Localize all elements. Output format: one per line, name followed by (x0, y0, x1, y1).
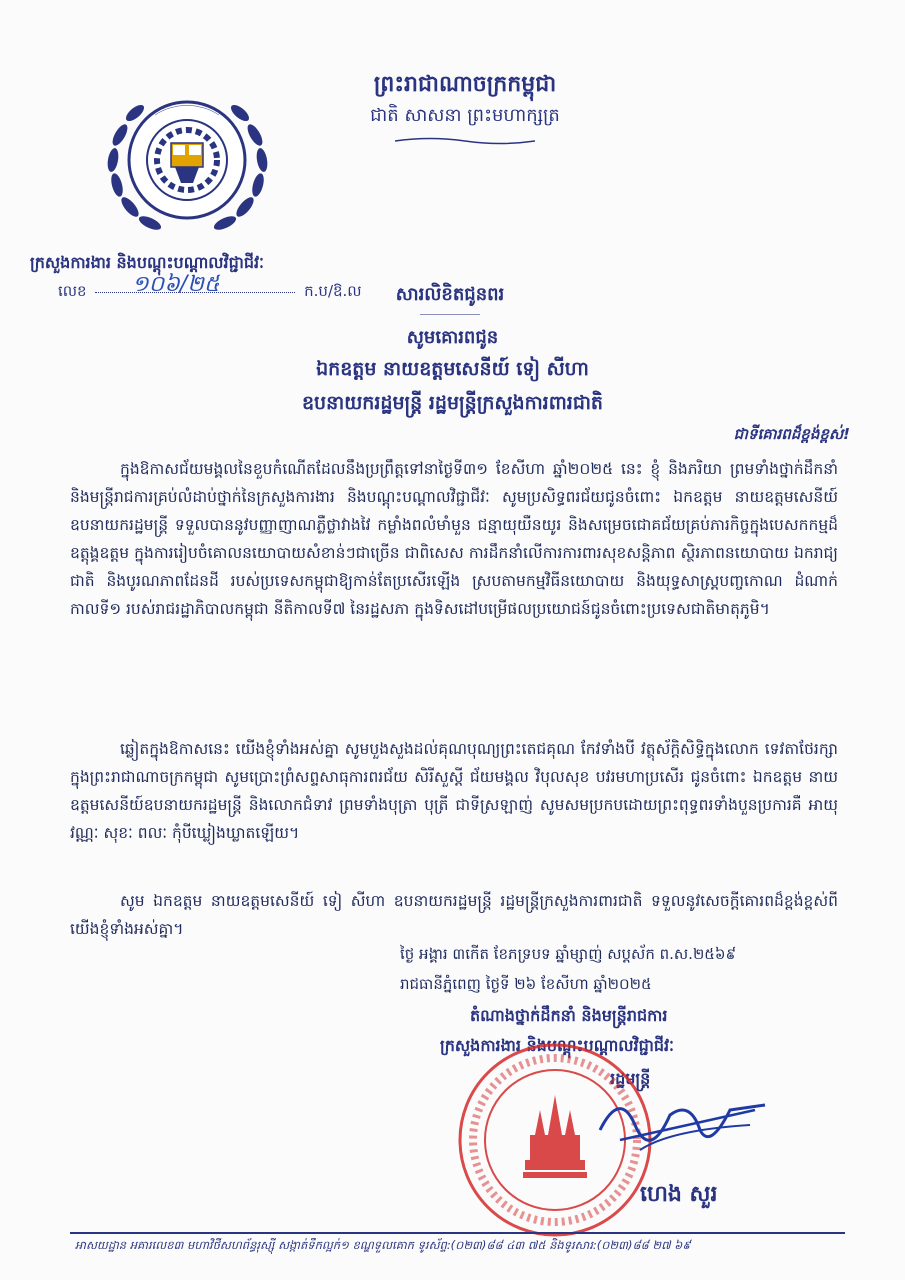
reference-handwritten: ១០៦/២៥ (132, 272, 220, 297)
signer-position: រដ្ឋមន្ត្រី (610, 1069, 651, 1088)
flourish-divider-icon (395, 136, 535, 146)
sender-ministry: ក្រសួងការងារ និងបណ្តុះបណ្តាលវិជ្ជាជីវៈ (30, 253, 264, 272)
body-paragraph-1: ក្នុងឱកាសជ័យមង្គលនៃខួបកំណើតដែលនឹងប្រព្រឹត្តទៅនាថ្ងៃទី៣១ ខែសីហា ឆ្នាំ២០២៥ នេះ ខ្ញុំ និងភរិយា ព្រមទាំងថ្នាក់ដឹកនាំ និងមន្ត្រីរាជការគ្រប់លំដាប់ថ្នាក់នៃក្រសួងការងារ និងបណ្តុះបណ្តាលវិជ្ជាជីវៈ សូមប្រសិទ្ធពរជ័យជូនចំពោះ ឯកឧត្តម នាយឧត្តមសេនីយ៍ឧបនាយករដ្ឋមន្ត្រី ទទួលបាននូវបញ្ញាញាណភ្លឺថ្លាវាងវៃ កម្លាំងពលំមាំមួន ជន្មាយុយឺនយូរ និងសម្រេចជោគជ័យគ្រប់ភារកិច្ចក្នុងបេសកកម្មដ៏ឧត្តុង្គឧត្តម ក្នុងការរៀបចំគោលនយោបាយសំខាន់ៗជាច្រើន ជាពិសេស ការដឹកនាំលើការការពារសុខសន្តិភាព ស្ថិរភាពនយោបាយ ឯករាជ្យជាតិ និងបូរណភាពដែនដី របស់ប្រទេសកម្ពុជាឱ្យកាន់តែប្រសើរឡើង ស្របតាមកម្មវិធីនយោបាយ និងយុទ្ធសាស្ត្របញ្ចកោណ ដំណាក់កាលទី១ របស់រាជរដ្ឋាភិបាលកម្ពុជា នីតិកាលទី៧ នៃរដ្ឋសភា ក្នុងទិសដៅបម្រើផលប្រយោជន៍ជូនចំពោះប្រទេសជាតិមាតុភូមិ។ (70, 460, 838, 618)
national-motto: ជាតិ សាសនា ព្រះមហាក្សត្រ (370, 105, 560, 126)
reference-label: លេខ (58, 282, 87, 300)
signature-line-1: តំណាងថ្នាក់ដឹកនាំ និងមន្ត្រីរាជការ (470, 1006, 668, 1025)
recipient-name: ឯកឧត្តម នាយឧត្តមសេនីយ៍ ទៀ សីហា (316, 358, 589, 380)
handwritten-signature-icon (580, 1070, 780, 1170)
lunar-date: ថ្ងៃ អង្គារ ៣កើត ខែភទ្របទ ឆ្នាំម្សាញ់ សប្តស័ក ព.ស.២៥៦៩ (400, 945, 737, 963)
recipient-greeting: សូមគោរពជូន (406, 327, 499, 348)
signature-line-2: ក្រសួងការងារ និងបណ្តុះបណ្តាលវិជ្ជាជីវៈ (440, 1036, 674, 1055)
salutation: ជាទីគោរពដ៏ខ្ពង់ខ្ពស់! (733, 425, 850, 443)
body-paragraph-3: សូម ឯកឧត្តម នាយឧត្តមសេនីយ៍ ទៀ សីហា ឧបនាយករដ្ឋមន្ត្រី រដ្ឋមន្ត្រីក្រសួងការពារជាតិ ទទួលនូវសេចក្តីគោរពដ៏ខ្ពង់ខ្ពស់ពីយើងខ្ញុំទាំងអស់គ្នា។ (70, 892, 838, 938)
ministry-seal-icon (95, 75, 280, 240)
footer-divider (70, 1232, 845, 1234)
recipient-title: ឧបនាយករដ្ឋមន្ត្រី រដ្ឋមន្ត្រីក្រសួងការពារជាតិ (302, 392, 603, 414)
reference-suffix: ក.ប/ឱ.ល (304, 282, 362, 300)
solar-date: រាជធានីភ្នំពេញ ថ្ងៃទី ២៦ ខែសីហា ឆ្នាំ២០២៥ (400, 975, 652, 993)
divider (420, 314, 480, 315)
document-type: សារលិខិតជូនពរ (395, 284, 505, 305)
body-paragraph-2: ឆ្លៀតក្នុងឱកាសនេះ យើងខ្ញុំទាំងអស់គ្នា សូមបួងសួងដល់គុណបុណ្យព្រះតេជគុណ កែវទាំងបី វត្ថុស័ក្តិសិទ្ធិក្នុងលោក ទេវតាថែរក្សាក្នុងព្រះរាជាណាចក្រកម្ពុជា សូមប្រោះព្រំសព្ទសាធុការពរជ័យ សិរីសួស្តី ជ័យមង្គល វិបុលសុខ បវរមហាប្រសើរ ជូនចំពោះ ឯកឧត្តម នាយឧត្តមសេនីយ៍ឧបនាយករដ្ឋមន្ត្រី និងលោកជំទាវ ព្រមទាំងបុត្រា បុត្រី ជាទីស្រឡាញ់ សូមសមប្រកបដោយព្រះពុទ្ធពរទាំងបួនប្រការគឺ អាយុ វណ្ណៈ សុខៈ ពលៈ កុំបីឃ្លៀងឃ្លាតឡើយ។ (70, 740, 838, 842)
kingdom-title: ព្រះរាជាណាចក្រកម្ពុជា (373, 72, 557, 97)
footer-address: អាសយដ្ឋាន អគារលេខ៣ មហាវិថីសហព័ន្ធរុស្ស៊ី សង្កាត់ទឹកល្អក់១ ខណ្ឌទួលគោក ទូរស័ព្ទ:(០២៣)៨៨ ៤៣ ៧៥ និងទូរសារ:(០២៣)៨៨ ២៧ ៦៩ (75, 1238, 691, 1252)
signer-name: ហេង សួរ (640, 1182, 718, 1207)
